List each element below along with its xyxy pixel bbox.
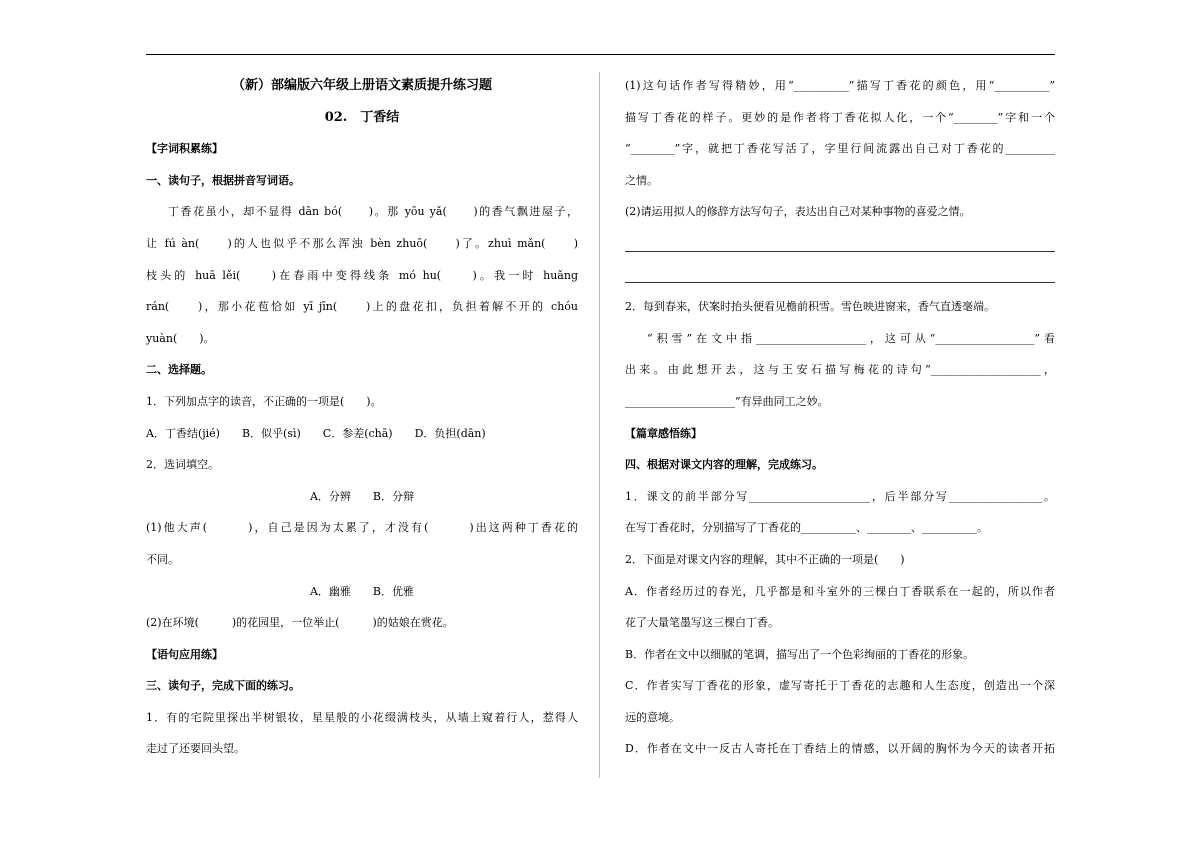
- section-vocab: 【字词积累练】: [146, 142, 223, 156]
- column-divider: [599, 72, 600, 778]
- section-sentence: 【语句应用练】: [146, 647, 223, 661]
- q3-2-line: 出来。由此想开去，这与王安石描写梅花的诗句“____________________，: [625, 363, 1055, 377]
- q1-line: 丁香花虽小，却不显得 dān bó( )。那 yōu yǎ( )的香气飘进屋子，: [168, 205, 578, 219]
- q4-2-question: 2．下面是对课文内容的理解，其中不正确的一项是( ): [625, 552, 905, 566]
- q3-1-sub1-line: 之情。: [625, 173, 658, 187]
- q3-heading: 三、读句子，完成下面的练习。: [146, 679, 300, 693]
- q4-2-option-c: 远的意境。: [625, 710, 680, 724]
- top-rule: [146, 54, 1055, 55]
- q3-1-sub1-line: “________”字，就把丁香花写活了，字里行间流露出自己对丁香花的_________: [625, 142, 1055, 156]
- q2-2-a-line: 不同。: [146, 552, 179, 566]
- q1-line: 让 fú àn( )的人也似乎不那么浑浊 bèn zhuō( )了。zhuì mǎn( ): [146, 236, 578, 250]
- q3-1-sub1-line: 描写丁香花的样子。更妙的是作者将丁香花拟人化，一个“________”字和一个: [625, 110, 1055, 124]
- q4-1-line: 1．课文的前半部分写______________________，后半部分写_________________。: [625, 489, 1055, 503]
- q4-2-option-d: D．作者在文中一反古人寄托在丁香结上的情感，以开阔的胸怀为今天的读者开拓: [625, 742, 1055, 756]
- answer-line[interactable]: [625, 228, 1055, 260]
- answer-line[interactable]: [625, 260, 1055, 292]
- q3-1-sub1-line: (1)这句话作者写得精妙，用“__________”描写丁香花的颜色，用“__________”: [625, 79, 1055, 92]
- q4-2-option-c: C．作者实写丁香花的形象，虚写寄托于丁香花的志趣和人生态度，创造出一个深: [625, 679, 1055, 693]
- q2-heading: 二、选择题。: [146, 363, 212, 377]
- q2-2-question: 2．选词填空。: [146, 458, 219, 472]
- section-chapter: 【篇章感悟练】: [625, 426, 702, 440]
- worksheet-title: （新）部编版六年级上册语文素质提升练习题: [231, 78, 492, 93]
- q2-2-b-line: (2)在环境( )的花园里，一位举止( )的姑娘在赏花。: [146, 616, 454, 630]
- q2-2-choices-a: A．分辨 B．分辩: [309, 489, 415, 503]
- q4-2-option-a: A．作者经历过的春光，几乎都是和斗室外的三棵白丁香联系在一起的，所以作者: [625, 584, 1055, 598]
- q1-line: yuàn( )。: [146, 331, 215, 345]
- q4-2-option-b: B．作者在文中以细腻的笔调，描写出了一个色彩绚丽的丁香花的形象。: [625, 647, 975, 661]
- q1-line: rán( )，那小花苞恰如 yī jīn( )上的盘花扣，负担着解不开的 chóu: [146, 300, 578, 314]
- q3-2-line: “积雪”在文中指____________________，这可从“__________________”看: [647, 331, 1055, 345]
- q3-1-line: 1．有的宅院里探出半树银妆，星星般的小花缀满枝头，从墙上窥着行人，惹得人: [146, 710, 578, 724]
- right-column: [625, 70, 1055, 765]
- q4-2-option-a: 花了大量笔墨写这三棵白丁香。: [625, 616, 779, 630]
- lesson-title: 02. 丁香结: [324, 109, 400, 125]
- q2-1-question: 1．下列加点字的读音，不正确的一项是( )。: [146, 394, 382, 408]
- q3-1-sub2: (2)请运用拟人的修辞方法写句子，表达出自己对某种事物的喜爱之情。: [625, 205, 971, 219]
- q3-2-line: ____________________”有异曲同工之妙。: [625, 394, 829, 408]
- q1-heading: 一、读句子，根据拼音写词语。: [146, 173, 300, 187]
- q2-2-a-line: (1)他大声( )，自己是因为太累了，才没有( )出这两种丁香花的: [146, 521, 578, 535]
- q3-1-line: 走过了还要回头望。: [146, 742, 245, 756]
- q4-heading: 四、根据对课文内容的理解，完成练习。: [625, 458, 823, 472]
- q1-line: 枝头的 huā lěi( )在春雨中变得线条 mó hu( )。我一时 huǎng: [146, 268, 578, 282]
- q2-2-choices-b: A．幽雅 B．优雅: [309, 584, 415, 598]
- q2-1-options: A．丁香结(jié) B．似乎(sì) C．参差(chā) D．负担(dān): [146, 426, 486, 440]
- q3-2-line: 2．每到春来，伏案时抬头便看见檐前积雪。雪色映进窗来，香气直透毫端。: [625, 300, 995, 314]
- q4-1-line: 在写丁香花时，分别描写了丁香花的__________、________、__________。: [625, 521, 988, 535]
- left-column: [146, 70, 578, 765]
